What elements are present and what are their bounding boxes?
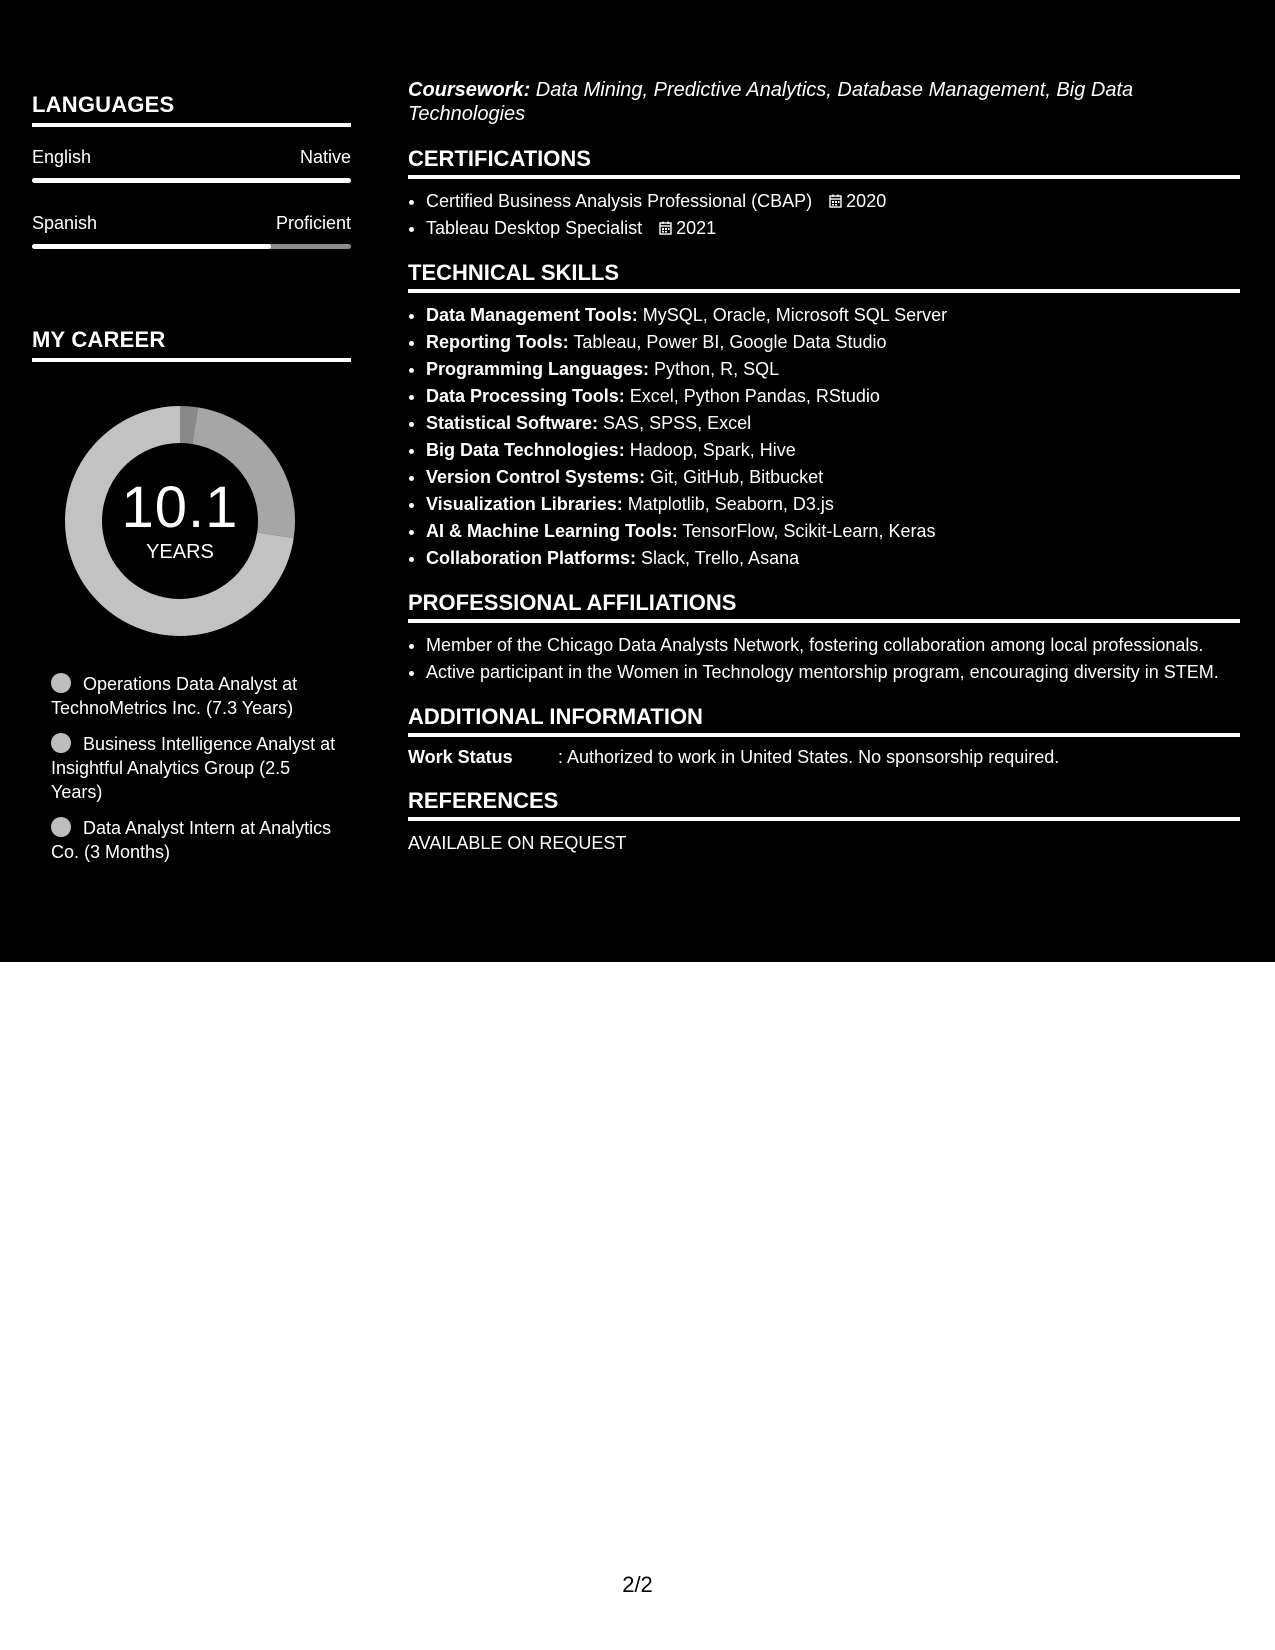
language-english — [32, 147, 351, 183]
references-text: AVAILABLE ON REQUEST — [408, 833, 627, 853]
language-name: Spanish — [32, 213, 98, 233]
certification-year: 2021 — [676, 218, 717, 238]
skill-item: • Version Control Systems: Git, GitHub, Bitbucket — [426, 465, 1240, 489]
career-unit: YEARS — [146, 540, 214, 563]
main-column — [408, 78, 1240, 854]
affiliation-item: • Active participant in the Women in Technology mentorship program, encouraging diversity in STEM. — [426, 660, 1240, 684]
career-donut — [65, 406, 295, 636]
references-section — [408, 788, 1240, 854]
language-bar-fill — [32, 178, 351, 183]
language-spanish — [32, 213, 351, 249]
certifications-list — [408, 189, 1240, 240]
career-dot-icon — [51, 733, 71, 753]
additional-info-section — [408, 704, 1240, 768]
additional-info-heading: ADDITIONAL INFORMATION — [408, 704, 1240, 737]
certification-item: • Tableau Desktop Specialist 2021 — [426, 216, 1240, 240]
calendar-icon — [829, 194, 842, 208]
page-number: 2/2 — [622, 1572, 653, 1597]
affiliations-list — [408, 633, 1240, 684]
references-heading: REFERENCES — [408, 788, 1240, 821]
affiliation-item: • Member of the Chicago Data Analysts Network, fostering collaboration among local professionals. — [426, 633, 1240, 657]
skill-item: • Data Management Tools: MySQL, Oracle, Microsoft SQL Server — [426, 303, 1240, 327]
career-dot-icon — [51, 817, 71, 837]
skills-section — [408, 260, 1240, 570]
work-status-value: : Authorized to work in United States. No sponsorship required. — [558, 747, 1060, 767]
career-item: Business Intelligence Analyst at Insightful Analytics Group (2.5 Years) — [51, 734, 336, 802]
career-heading: MY CAREER — [32, 327, 351, 362]
career-item: Operations Data Analyst at TechnoMetrics Inc. (7.3 Years) — [51, 674, 298, 718]
languages-heading: LANGUAGES — [32, 92, 351, 127]
skill-item: • Statistical Software: SAS, SPSS, Excel — [426, 411, 1240, 435]
skills-heading: TECHNICAL SKILLS — [408, 260, 1240, 293]
language-bar — [32, 178, 351, 183]
career-total: 10.1 — [121, 474, 239, 540]
career-dot-icon — [51, 673, 71, 693]
certifications-heading: CERTIFICATIONS — [408, 146, 1240, 179]
affiliations-heading: PROFESSIONAL AFFILIATIONS — [408, 590, 1240, 623]
language-bar-fill — [32, 244, 271, 249]
certification-year: 2020 — [846, 191, 887, 211]
work-status-row — [408, 747, 1240, 768]
sidebar — [32, 92, 351, 876]
coursework-text: Data Mining, Predictive Analytics, Database Management, Big Data Technologies — [408, 79, 1134, 125]
certification-item: • Certified Business Analysis Professional (CBAP) 2020 — [426, 189, 1240, 213]
affiliations-section — [408, 590, 1240, 684]
skill-item: • Collaboration Platforms: Slack, Trello, Asana — [426, 546, 1240, 570]
career-item: Data Analyst Intern at Analytics Co. (3 Months) — [51, 818, 332, 862]
language-bar — [32, 244, 351, 249]
skill-item: • Visualization Libraries: Matplotlib, Seaborn, D3.js — [426, 492, 1240, 516]
language-name: English — [32, 147, 92, 167]
work-status-label: Work Status — [408, 747, 513, 767]
skill-item: • Big Data Technologies: Hadoop, Spark, Hive — [426, 438, 1240, 462]
skill-item: • AI & Machine Learning Tools: TensorFlow, Scikit-Learn, Keras — [426, 519, 1240, 543]
skill-item: • Programming Languages: Python, R, SQL — [426, 357, 1240, 381]
certifications-section — [408, 146, 1240, 240]
coursework — [408, 78, 1240, 126]
skills-list — [408, 303, 1240, 570]
skill-item: • Data Processing Tools: Excel, Python Pandas, RStudio — [426, 384, 1240, 408]
language-level: Proficient — [275, 213, 351, 233]
language-level: Native — [299, 147, 351, 167]
skill-item: • Reporting Tools: Tableau, Power BI, Google Data Studio — [426, 330, 1240, 354]
career-list — [51, 672, 341, 864]
coursework-label: Coursework: — [408, 79, 531, 101]
calendar-icon — [659, 221, 672, 235]
